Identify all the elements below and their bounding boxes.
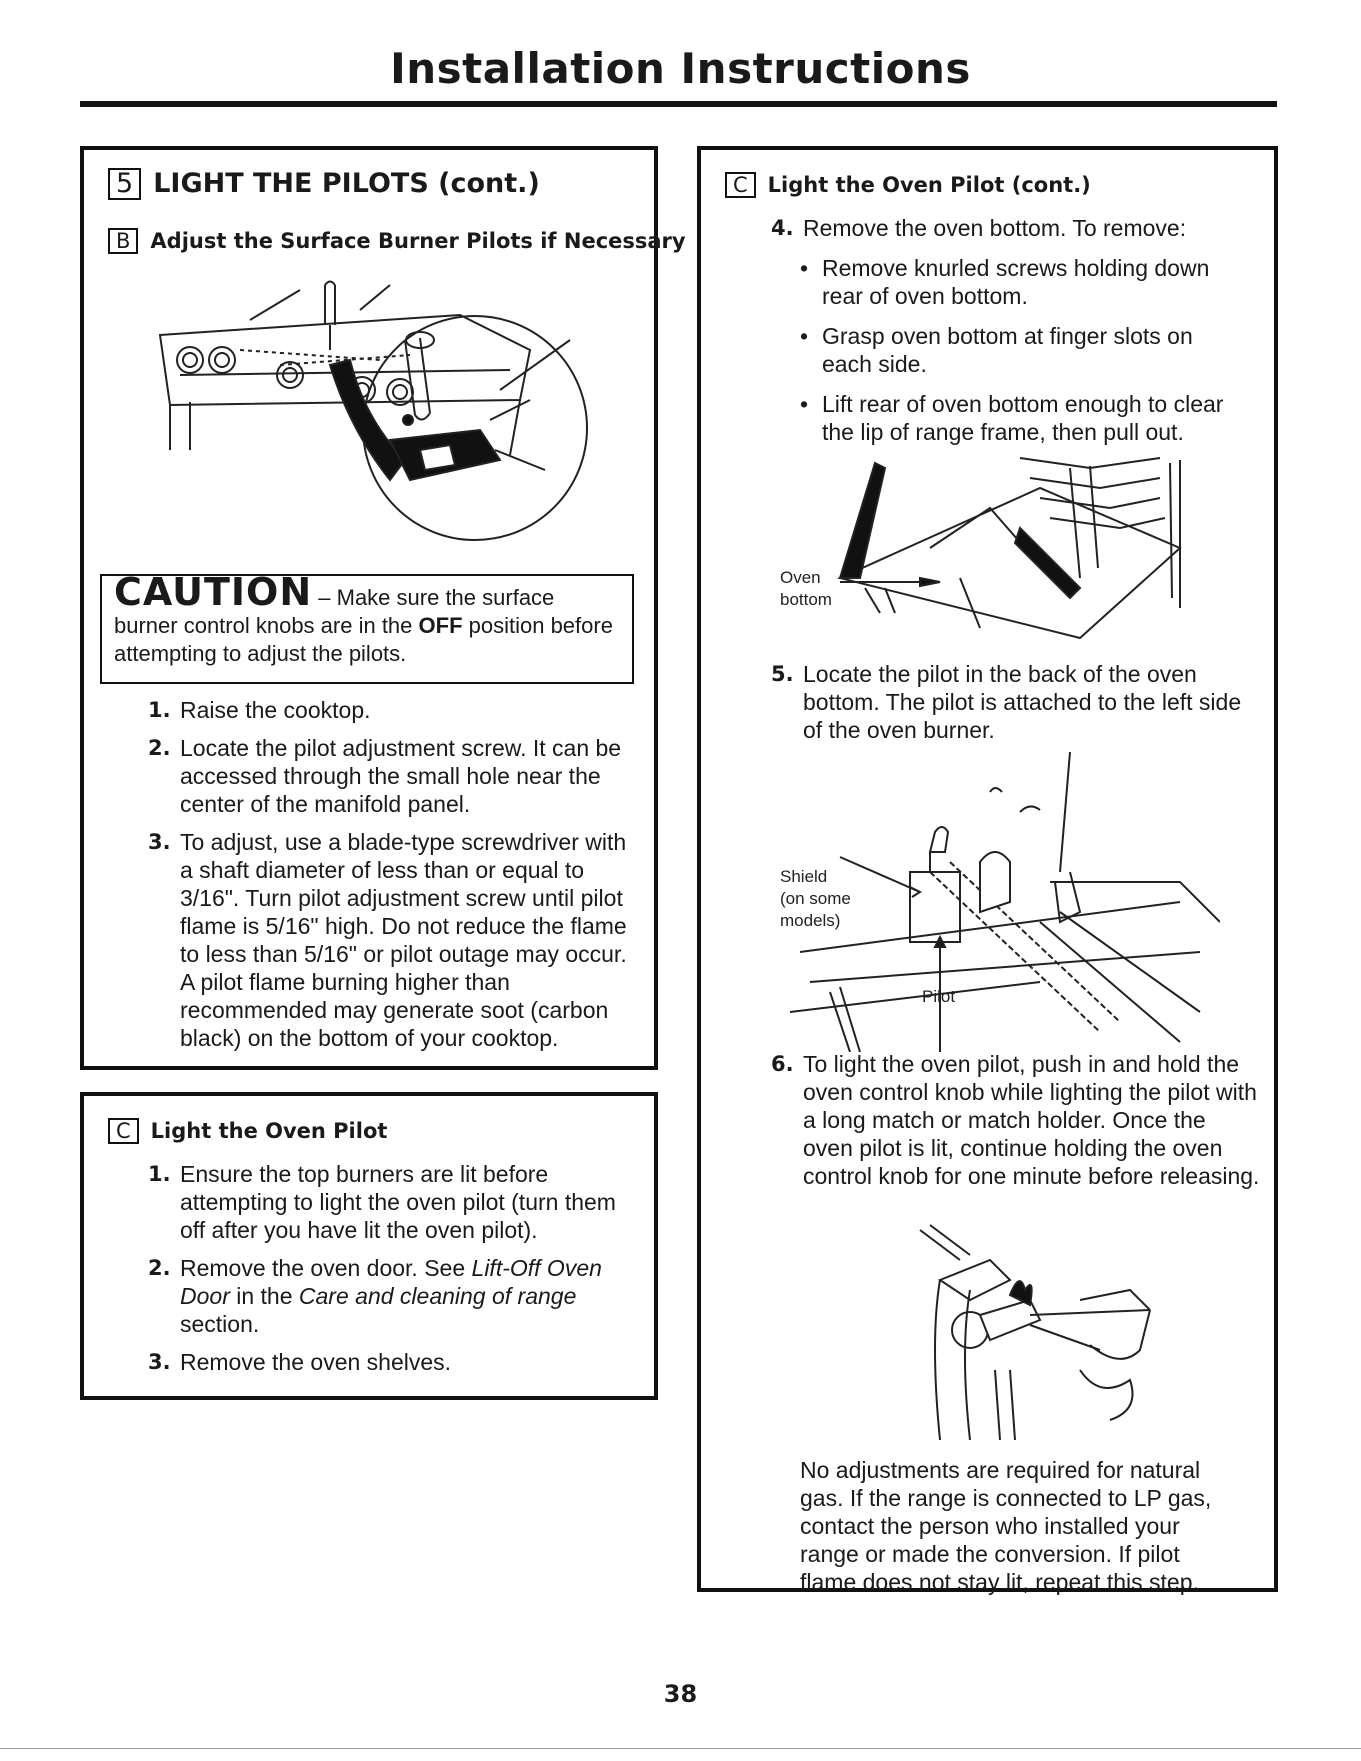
fig-label-models: models) — [780, 911, 841, 930]
pilot-location-illustration — [780, 752, 1220, 1052]
caution-box — [100, 570, 634, 684]
caution-text-1: Make sure the surface burner control knobs are in the — [114, 585, 555, 638]
page-title: Installation Instructions — [390, 44, 971, 93]
section-heading — [108, 168, 540, 200]
list-item: 3. Remove the oven shelves. — [148, 1349, 452, 1375]
caution-text-2: position before attempting to adjust the pilots. — [114, 613, 613, 666]
step-5 — [771, 660, 1261, 754]
list-item: 5. Locate the pilot in the back of the oven bottom. The pilot is attached to the left side of the oven burner. — [771, 661, 1242, 743]
subheading-text: Light the Oven Pilot — [150, 1119, 388, 1143]
list-item: 1. Raise the cooktop. — [148, 697, 371, 723]
list-item: 3. To adjust, use a blade-type screwdriver with a shaft diameter of less than or equal to 3/16". Turn pilot adjustment screw until pilot flame is 5/16" high. Do not reduce the flame to less than 5/16" or pilot outage may occur. A pilot flame burning higher than recommended may generate soot (carbon black) on the bottom of your cooktop. — [148, 829, 627, 1051]
sub-badge: B — [108, 228, 138, 254]
list-item: 1. Ensure the top burners are lit before attempting to light the oven pilot (turn them off after you have lit the oven pilot). — [148, 1161, 616, 1243]
list-item: • Grasp oven bottom at finger slots on each side. — [798, 322, 1238, 378]
page-number: 38 — [663, 1680, 698, 1708]
subsection-heading — [108, 228, 686, 254]
fig-label-oven: Oven — [780, 568, 821, 587]
subheading-text: Adjust the Surface Burner Pilots if Necessary — [150, 229, 686, 253]
oven-pilot-steps — [148, 1160, 638, 1386]
remove-bottom-bullets — [798, 254, 1238, 458]
lighting-pilot-illustration — [900, 1220, 1160, 1440]
list-item: 2. Remove the oven door. See Lift-Off Oven Door in the Care and cleaning of range section. — [148, 1255, 602, 1337]
fig-label-bottom: bottom — [780, 590, 832, 609]
subheading-text: Light the Oven Pilot (cont.) — [767, 173, 1091, 197]
step-badge: 5 — [108, 168, 141, 200]
oven-bottom-illustration — [780, 448, 1200, 648]
sub-badge: C — [108, 1118, 139, 1144]
sub-badge: C — [725, 172, 756, 198]
fig-label-shield: Shield — [780, 867, 828, 886]
list-item: • Lift rear of oven bottom enough to clear the lip of range frame, then pull out. — [798, 390, 1238, 446]
subsection-heading — [725, 172, 1091, 198]
list-item: 6. To light the oven pilot, push in and hold the oven control knob while lighting the pilot with a long match or match holder. Once the oven pilot is lit, continue holding the oven control knob for one minute before releasing. — [771, 1051, 1260, 1189]
adjust-steps — [148, 696, 638, 1062]
cooktop-pilot-illustration — [150, 280, 610, 560]
caution-dash: – — [312, 585, 337, 610]
list-item: 2. Locate the pilot adjustment screw. It can be accessed through the small hole near the center of the manifold panel. — [148, 735, 622, 817]
caution-off: OFF — [418, 613, 463, 638]
list-item: 4. Remove the oven bottom. To remove: — [771, 215, 1187, 241]
heading-text: LIGHT THE PILOTS (cont.) — [153, 168, 540, 199]
caution-label: CAUTION — [114, 570, 313, 614]
title-rule — [80, 101, 1277, 107]
step-4 — [771, 214, 1261, 252]
step-6 — [771, 1050, 1261, 1200]
closing-paragraph: No adjustments are required for natural gas. If the range is connected to LP gas, contact the person who installed your range or made the conversion. If pilot flame does not stay lit, repeat this step. — [800, 1457, 1212, 1595]
fig-label-on-some: (on some — [780, 889, 851, 908]
list-item: • Remove knurled screws holding down rear of oven bottom. — [798, 254, 1238, 310]
fig-label-pilot: Pilot — [922, 987, 956, 1006]
subsection-heading — [108, 1118, 387, 1144]
bottom-rule — [0, 1748, 1361, 1749]
